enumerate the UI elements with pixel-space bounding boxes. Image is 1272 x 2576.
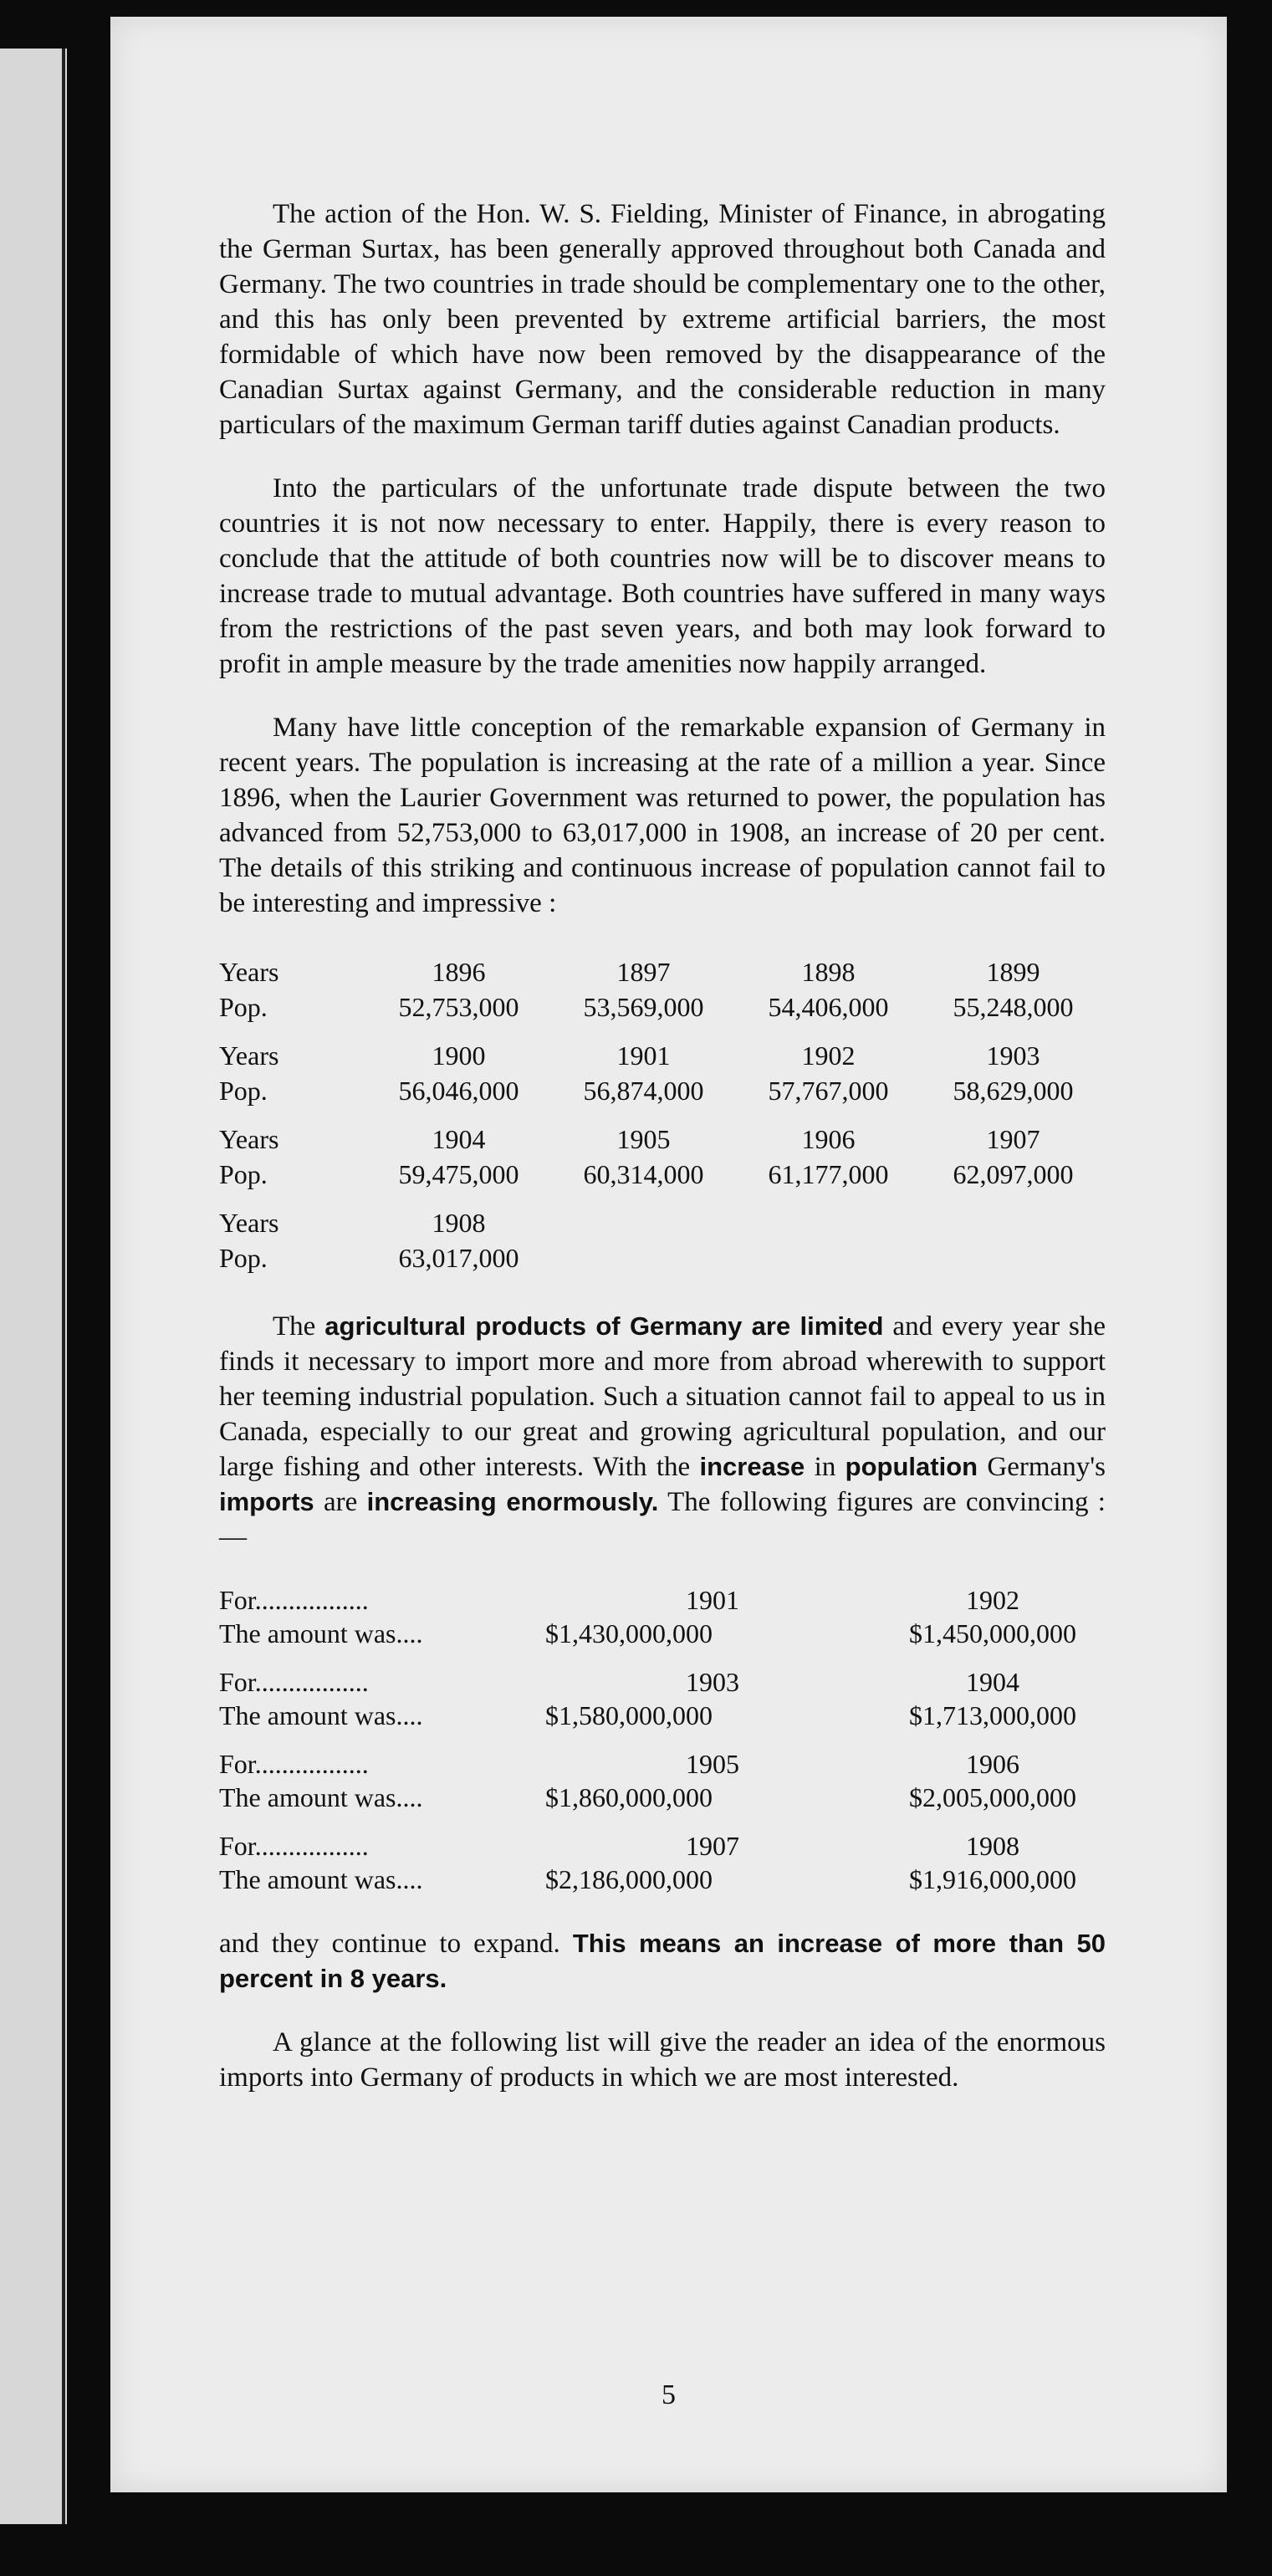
imports-year-row (219, 1665, 1106, 1699)
population-values-row (219, 1240, 1106, 1275)
paragraph-trade-dispute: Into the particulars of the unfortunate trade dispute between the two countries it is not now necessary to enter. Happily, there is every reason to conclude that the attitude of both countries now will be to discover means to increase trade to mutual advantage. Both countries have suffered in many ways from the restrictions of the past seven years, and both may look forward to profit in ample measure by the trade amenities now happily arranged. (219, 473, 1106, 679)
import-amount-cell: $2,186,000,000 (545, 1863, 713, 1894)
import-amount-cell: $2,005,000,000 (909, 1781, 1076, 1812)
population-cell: 53,569,000 (583, 991, 704, 1022)
population-values-row (219, 1157, 1106, 1192)
imports-amount-row (219, 1863, 1106, 1896)
pop-label: Pop. (219, 1242, 268, 1273)
population-cell: 59,475,000 (398, 1158, 519, 1189)
population-cell: 60,314,000 (583, 1158, 704, 1189)
document-page (110, 17, 1227, 2492)
agri-bold-1: agricultural products of Germany are limited (324, 1311, 884, 1341)
year-cell: 1899 (986, 956, 1040, 987)
facing-page-edge (0, 49, 67, 2524)
population-years-row (219, 1038, 1106, 1073)
book-binding (62, 49, 65, 2524)
population-cell: 58,629,000 (953, 1075, 1074, 1106)
import-amount-cell: $1,430,000,000 (545, 1618, 713, 1648)
import-year-cell: 1902 (966, 1584, 1019, 1615)
paragraph-agriculture (219, 1309, 1106, 1555)
population-cell: 56,874,000 (583, 1075, 704, 1106)
agri-bold-3: population (845, 1452, 978, 1481)
imports-amount-row (219, 1699, 1106, 1732)
population-years-row (219, 1122, 1106, 1157)
population-cell: 61,177,000 (768, 1158, 889, 1189)
import-amount-cell: $1,450,000,000 (909, 1618, 1076, 1648)
paragraph-surtax: The action of the Hon. W. S. Fielding, Minister of Finance, in abrogating the German Surtax, has been generally approved throughout both Canada and Germany. The two countries in trade should be complementary one to the other, and this has only been prevented by extreme artificial barriers, the most formidable of which have now been removed by the disappearance of the Canadian Surtax against Germany, and the considerable reduction in many particulars of the maximum German tariff duties against Canadian products. (219, 199, 1106, 440)
imports-amount-row (219, 1781, 1106, 1814)
agri-text-5: are (314, 1487, 367, 1517)
import-amount-cell: $1,713,000,000 (909, 1699, 1076, 1730)
population-table (219, 954, 1106, 1275)
paragraph-closing: A glance at the following list will give the reader an idea of the enormous imports into Germany of products in which we are most interested. (219, 2027, 1106, 2093)
population-years-row (219, 1205, 1106, 1240)
imports-table (219, 1583, 1106, 1896)
year-cell: 1897 (616, 956, 671, 987)
pop-label: Pop. (219, 1075, 268, 1106)
import-year-cell: 1904 (966, 1666, 1019, 1697)
amount-label: The amount was.... (219, 1863, 423, 1894)
imports-year-row (219, 1829, 1106, 1863)
population-cell: 62,097,000 (953, 1158, 1074, 1189)
import-year-cell: 1901 (686, 1584, 739, 1615)
text-column (219, 197, 1106, 2124)
import-amount-cell: $1,860,000,000 (545, 1781, 713, 1812)
pop-label: Pop. (219, 991, 268, 1022)
expand-bold: This means an increase of more than 50 percent in 8 years. (219, 1929, 1106, 1993)
agri-text-3: in (805, 1452, 845, 1482)
import-amount-cell: $1,916,000,000 (909, 1863, 1076, 1894)
amount-label: The amount was.... (219, 1699, 423, 1730)
year-cell: 1900 (432, 1040, 486, 1071)
paragraph-population: Many have little conception of the remarkable expansion of Germany in recent years. The population is increasing at the rate of a million a year. Since 1896, when the Laurier Government was returned to power, the population has advanced from 52,753,000 to 63,017,000 in 1908, an increase of 20 per cent. The details of this striking and continuous increase of population cannot fail to be interesting and impressive : (219, 713, 1106, 918)
year-cell: 1903 (986, 1040, 1040, 1071)
population-cell: 55,248,000 (953, 991, 1074, 1022)
for-label: For................. (219, 1666, 369, 1697)
years-label: Years (219, 1040, 279, 1071)
year-cell: 1905 (616, 1123, 671, 1154)
year-cell: 1898 (801, 956, 856, 987)
paragraph-expand (219, 1926, 1106, 1996)
amount-label: The amount was.... (219, 1618, 423, 1648)
year-cell: 1896 (432, 956, 486, 987)
years-label: Years (219, 1123, 279, 1154)
for-label: For................. (219, 1748, 369, 1779)
population-cell: 63,017,000 (398, 1242, 519, 1273)
import-year-cell: 1908 (966, 1830, 1019, 1861)
agri-text-1: The (273, 1311, 325, 1342)
population-cell: 56,046,000 (398, 1075, 519, 1106)
import-year-cell: 1907 (686, 1830, 739, 1861)
imports-amount-row (219, 1617, 1106, 1650)
amount-label: The amount was.... (219, 1781, 423, 1812)
agri-bold-2: increase (699, 1452, 805, 1481)
population-cell: 57,767,000 (768, 1075, 889, 1106)
agri-bold-4: imports (219, 1487, 314, 1516)
imports-year-row (219, 1583, 1106, 1617)
agri-text-4: Germany's (978, 1452, 1106, 1482)
for-label: For................. (219, 1830, 369, 1861)
import-year-cell: 1903 (686, 1666, 739, 1697)
page-number: 5 (662, 2379, 676, 2410)
population-values-row (219, 1073, 1106, 1108)
expand-text: and they continue to expand. (219, 1929, 573, 1959)
import-amount-cell: $1,580,000,000 (545, 1699, 713, 1730)
year-cell: 1901 (616, 1040, 671, 1071)
year-cell: 1906 (801, 1123, 856, 1154)
population-years-row (219, 954, 1106, 989)
population-values-row (219, 989, 1106, 1025)
year-cell: 1908 (432, 1207, 486, 1238)
year-cell: 1902 (801, 1040, 856, 1071)
years-label: Years (219, 1207, 279, 1238)
import-year-cell: 1906 (966, 1748, 1019, 1779)
import-year-cell: 1905 (686, 1748, 739, 1779)
for-label: For................. (219, 1584, 369, 1615)
pop-label: Pop. (219, 1158, 268, 1189)
years-label: Years (219, 956, 279, 987)
population-cell: 52,753,000 (398, 991, 519, 1022)
agri-bold-5: increasing enormously. (366, 1487, 659, 1516)
agri-text-2: and every year she finds it necessary to import more and more from abroad wherewith to support her teeming industrial population. Such a situation cannot fail to appeal to us in Canada, especially to our great and growing agricultural population, and our large fishing and other interests. With the (219, 1311, 1106, 1482)
imports-year-row (219, 1747, 1106, 1781)
population-cell: 54,406,000 (768, 991, 889, 1022)
year-cell: 1907 (986, 1123, 1040, 1154)
agri-text-6: The following figures are convincing :— (219, 1487, 1106, 1552)
year-cell: 1904 (432, 1123, 486, 1154)
